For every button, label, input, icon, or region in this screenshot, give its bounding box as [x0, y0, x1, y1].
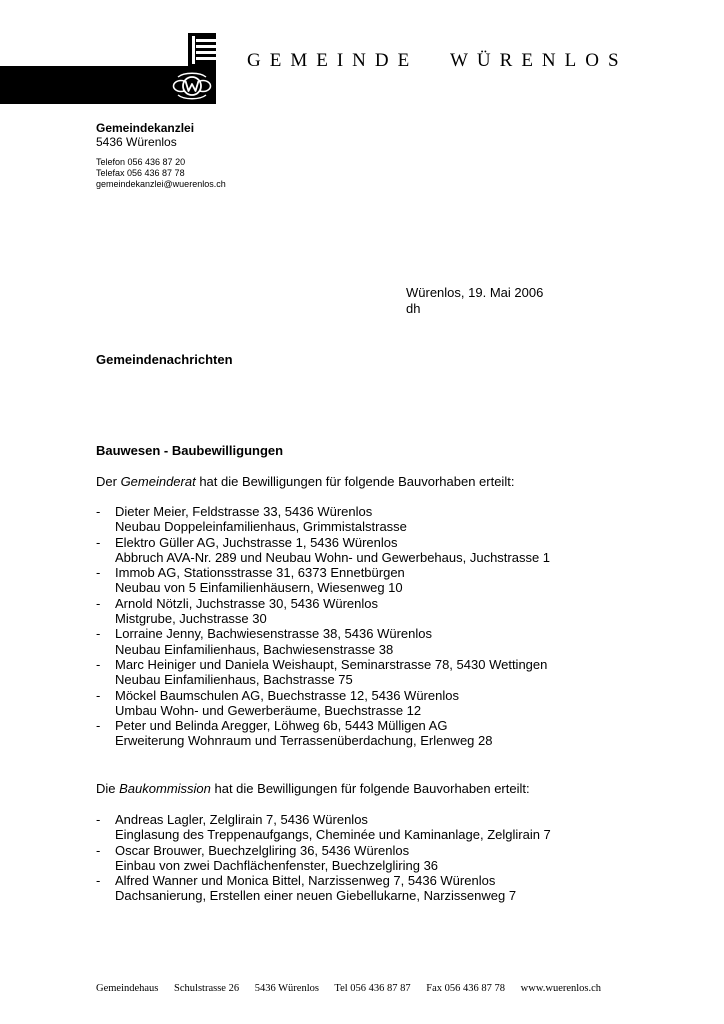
permit-project: Dachsanierung, Erstellen einer neuen Giebellukarne, Narzissenweg 7: [115, 888, 517, 904]
permit-item: [96, 843, 551, 874]
footer-street: Schulstrasse 26: [174, 983, 240, 994]
permit-item: [96, 535, 550, 566]
permit-project: Einbau von zwei Dachflächenfenster, Buechzelgliring 36: [115, 857, 439, 873]
permit-applicant: Arnold Nötzli, Juchstrasse 30, 5436 Würenlos: [115, 595, 379, 611]
permit-applicant: Dieter Meier, Feldstrasse 33, 5436 Würenlos: [115, 504, 373, 519]
permit-item: [96, 657, 550, 688]
permit-item: [96, 812, 551, 843]
section-heading: Bauwesen - Baubewilligungen: [96, 443, 284, 458]
list-dash: -: [96, 842, 101, 858]
permit-item: [96, 688, 550, 719]
footer-phone: Tel 056 436 87 87: [334, 983, 411, 994]
municipal-crest-icon: [168, 33, 216, 104]
sender-city: 5436 Würenlos: [96, 135, 177, 149]
author-initials: dh: [406, 301, 421, 316]
permit-applicant: Möckel Baumschulen AG, Buechstrasse 12, 5436 Würenlos: [115, 687, 459, 703]
permit-project: Einglasung des Treppenaufgangs, Cheminée und Kaminanlage, Zelglirain 7: [115, 827, 551, 843]
footer: [96, 983, 601, 994]
baukommission-intro-before: Die: [96, 781, 120, 796]
letterhead-brand-word-1: GEMEINDE: [247, 50, 419, 71]
permit-project: Erweiterung Wohnraum und Terrassenüberdachung, Erlenweg 28: [115, 733, 493, 749]
permit-item: [96, 873, 551, 904]
list-dash: -: [96, 687, 101, 703]
permit-applicant: Peter und Belinda Aregger, Löhweg 6b, 5443 Mülligen AG: [115, 718, 448, 734]
permit-item: [96, 718, 550, 749]
list-dash: -: [96, 656, 101, 672]
gemeinderat-authority: Gemeinderat: [120, 474, 196, 489]
letterhead-brand-word-2: WÜRENLOS: [450, 50, 628, 71]
list-dash: -: [96, 812, 101, 827]
list-dash: -: [96, 873, 101, 889]
footer-web: www.wuerenlos.ch: [520, 983, 602, 994]
list-dash: -: [96, 595, 101, 611]
gemeinderat-intro: [96, 474, 514, 489]
permit-item: [96, 596, 550, 627]
sender-contact: [96, 157, 226, 190]
sender-email: gemeindekanzlei@wuerenlos.ch: [96, 179, 226, 189]
baukommission-permit-list: [96, 812, 551, 904]
footer-fax: Fax 056 436 87 78: [426, 983, 506, 994]
list-dash: -: [96, 504, 101, 519]
permit-applicant: Andreas Lagler, Zelglirain 7, 5436 Würenlos: [115, 812, 368, 827]
permit-item: [96, 504, 550, 535]
permit-project: Neubau Doppeleinfamilienhaus, Grimmistalstrasse: [115, 519, 407, 535]
gemeinderat-intro-before: Der: [96, 474, 121, 489]
gemeinderat-intro-after: hat die Bewilligungen für folgende Bauvorhaben erteilt:: [195, 474, 515, 489]
permit-project: Neubau von 5 Einfamilienhäusern, Wiesenweg 10: [115, 580, 403, 596]
permit-applicant: Lorraine Jenny, Bachwiesenstrasse 38, 5436 Würenlos: [115, 626, 432, 642]
baukommission-intro: [96, 781, 530, 796]
permit-project: Mistgrube, Juchstrasse 30: [115, 611, 267, 627]
permit-applicant: Elektro Güller AG, Juchstrasse 1, 5436 Würenlos: [115, 534, 398, 550]
sender-fax: Telefax 056 436 87 78: [96, 168, 185, 178]
permit-applicant: Immob AG, Stationsstrasse 31, 6373 Ennetbürgen: [115, 565, 405, 581]
permit-project: Umbau Wohn- und Gewerberäume, Buechstrasse 12: [115, 702, 422, 718]
permit-applicant: Marc Heiniger und Daniela Weishaupt, Seminarstrasse 78, 5430 Wettingen: [115, 656, 548, 672]
permit-project: Abbruch AVA-Nr. 289 und Neubau Wohn- und Gewerbehaus, Juchstrasse 1: [115, 549, 551, 565]
permit-applicant: Alfred Wanner und Monica Bittel, Narzissenweg 7, 5436 Würenlos: [115, 873, 496, 889]
letter-subject: Gemeindenachrichten: [96, 352, 233, 367]
list-dash: -: [96, 626, 101, 642]
gemeinderat-permit-list: [96, 504, 550, 749]
baukommission-intro-after: hat die Bewilligungen für folgende Bauvorhaben erteilt:: [210, 781, 530, 796]
permit-project: Neubau Einfamilienhaus, Bachwiesenstrasse 38: [115, 641, 394, 657]
sender-block: [96, 121, 226, 190]
sender-phone: Telefon 056 436 87 20: [96, 157, 186, 167]
permit-applicant: Oscar Brouwer, Buechzelgliring 36, 5436 Würenlos: [115, 842, 410, 858]
permit-project: Neubau Einfamilienhaus, Bachstrasse 75: [115, 672, 353, 688]
footer-city: 5436 Würenlos: [254, 983, 319, 994]
place-date: Würenlos, 19. Mai 2006: [406, 285, 544, 300]
permit-item: [96, 565, 550, 596]
list-dash: -: [96, 534, 101, 550]
permit-item: [96, 626, 550, 657]
date-block: [406, 285, 543, 317]
list-dash: -: [96, 718, 101, 734]
baukommission-authority: Baukommission: [119, 781, 211, 796]
list-dash: -: [96, 565, 101, 581]
footer-building: Gemeindehaus: [96, 983, 159, 994]
sender-office: Gemeindekanzlei: [96, 121, 195, 135]
